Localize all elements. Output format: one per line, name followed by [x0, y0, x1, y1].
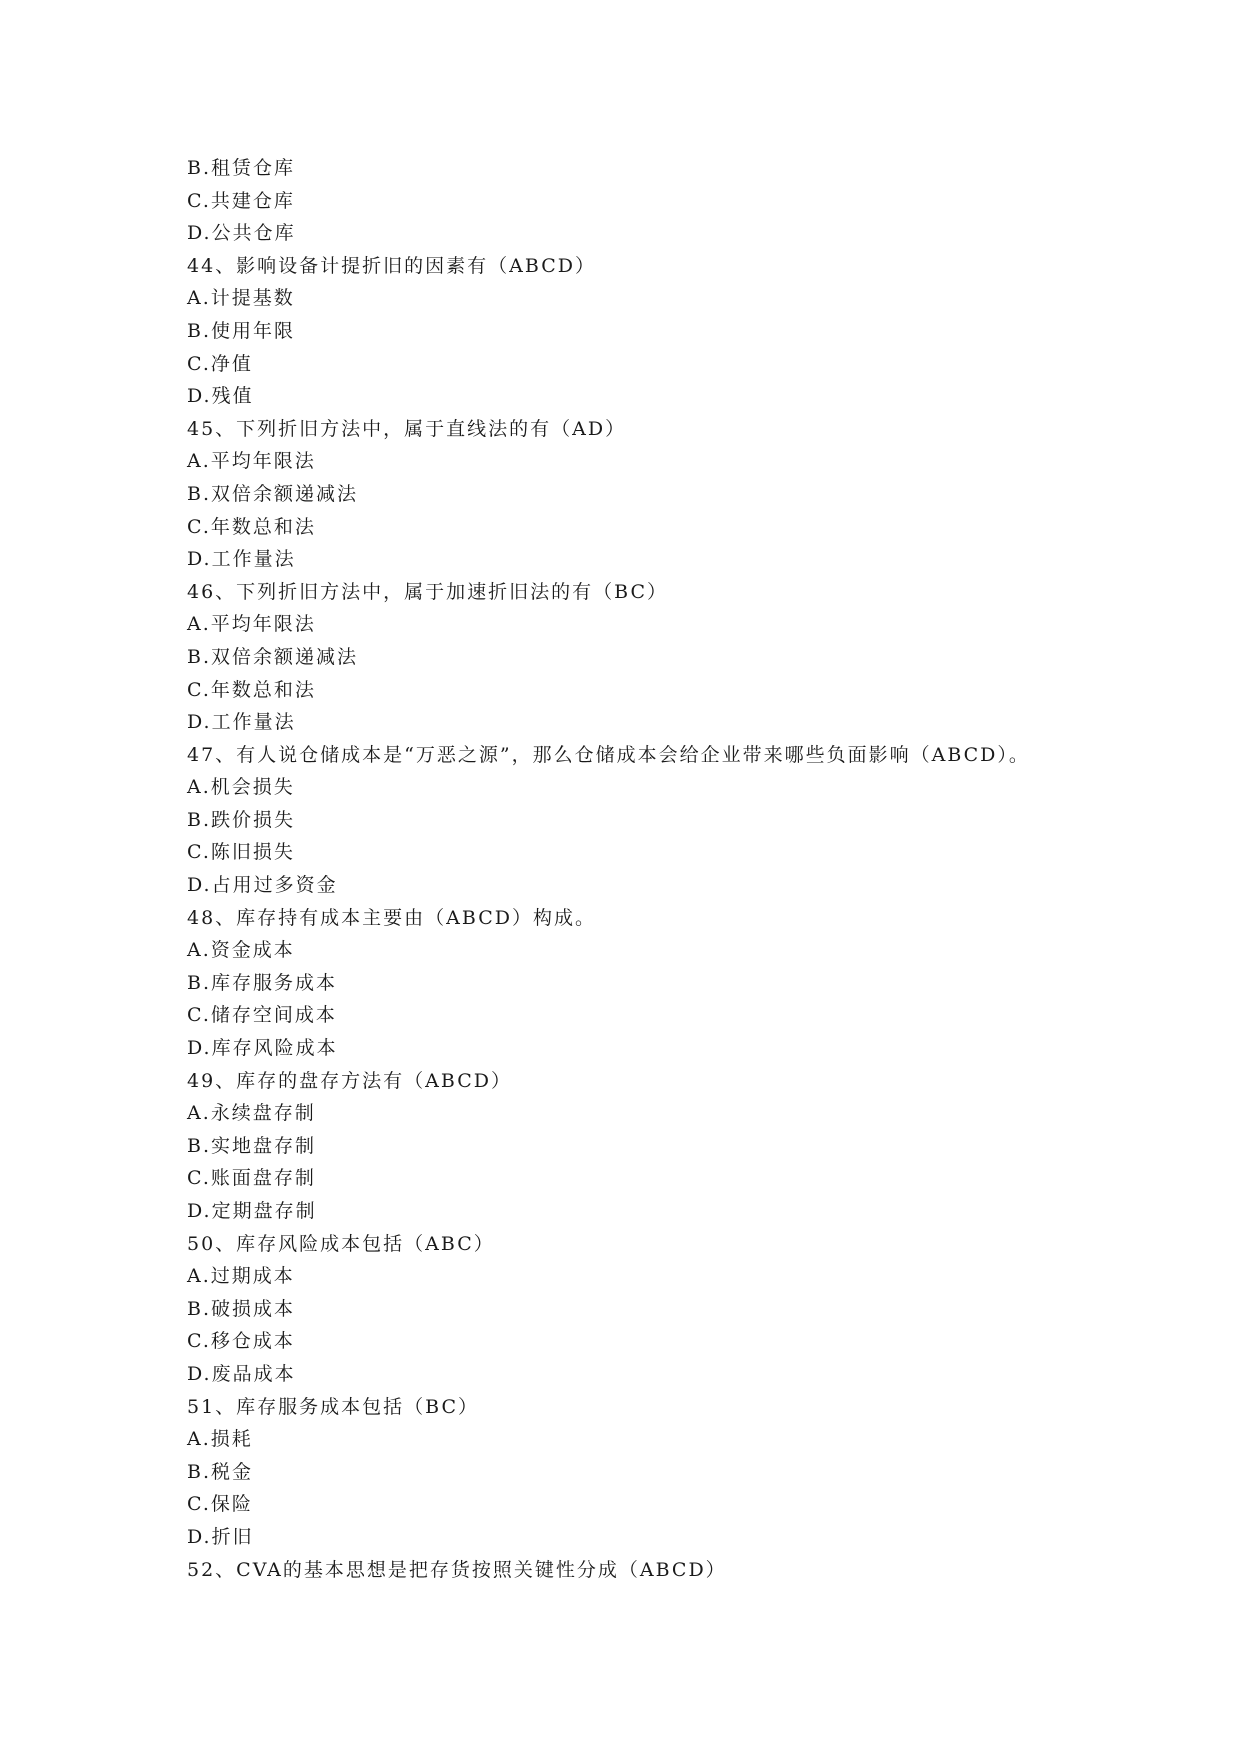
question-line: 50、库存风险成本包括（ABC）: [187, 1232, 495, 1255]
option-line: A.资金成本: [187, 939, 295, 962]
option-line: D.折旧: [187, 1525, 254, 1548]
option-line: B.租赁仓库: [187, 157, 296, 179]
option-line: B.税金: [187, 1460, 254, 1483]
option-line: B.双倍余额递减法: [187, 482, 359, 505]
option-line: D.占用过多资金: [187, 874, 338, 897]
option-line: B.库存服务成本: [187, 971, 338, 994]
option-line: A.损耗: [187, 1428, 253, 1451]
option-line: A.计提基数: [187, 287, 295, 310]
question-list: [187, 152, 1087, 1586]
question-line: 46、下列折旧方法中，属于加速折旧法的有（BC）: [187, 580, 669, 603]
option-line: A.过期成本: [187, 1265, 295, 1288]
option-line: C.共建仓库: [187, 189, 295, 212]
option-line: B.破损成本: [187, 1297, 296, 1320]
question-line: 51、库存服务成本包括（BC）: [187, 1395, 480, 1418]
option-line: A.永续盘存制: [187, 1102, 316, 1125]
option-line: C.账面盘存制: [187, 1167, 316, 1190]
option-line: B.实地盘存制: [187, 1134, 317, 1157]
question-line: 49、库存的盘存方法有（ABCD）: [187, 1069, 512, 1092]
option-line: C.移仓成本: [187, 1330, 295, 1353]
question-line: 48、库存持有成本主要由（ABCD）构成。: [187, 906, 596, 929]
option-line: C.年数总和法: [187, 678, 316, 701]
option-line: D.库存风险成本: [187, 1037, 338, 1060]
question-line: 44、影响设备计提折旧的因素有（ABCD）: [187, 254, 596, 277]
option-line: A.平均年限法: [187, 613, 316, 636]
option-line: C.年数总和法: [187, 515, 316, 538]
option-line: D.公共仓库: [187, 222, 296, 245]
option-line: D.工作量法: [187, 711, 296, 734]
option-line: D.定期盘存制: [187, 1200, 317, 1222]
option-line: B.使用年限: [187, 319, 296, 342]
question-line: 47、有人说仓储成本是“万恶之源”，那么仓储成本会给企业带来哪些负面影响（ABCD）。: [187, 743, 1030, 766]
option-line: D.废品成本: [187, 1362, 296, 1385]
option-line: C.陈旧损失: [187, 841, 295, 864]
option-line: C.保险: [187, 1493, 253, 1516]
option-line: B.双倍余额递减法: [187, 645, 359, 668]
option-line: A.平均年限法: [187, 450, 316, 473]
option-line: C.储存空间成本: [187, 1004, 337, 1027]
option-line: D.工作量法: [187, 548, 296, 571]
option-line: B.跌价损失: [187, 808, 296, 831]
question-line: 45、下列折旧方法中，属于直线法的有（AD）: [187, 417, 627, 440]
option-line: A.机会损失: [187, 776, 295, 799]
option-line: D.残值: [187, 385, 254, 408]
option-line: C.净值: [187, 352, 253, 375]
question-line: 52、CVA的基本思想是把存货按照关键性分成（ABCD）: [187, 1558, 727, 1581]
